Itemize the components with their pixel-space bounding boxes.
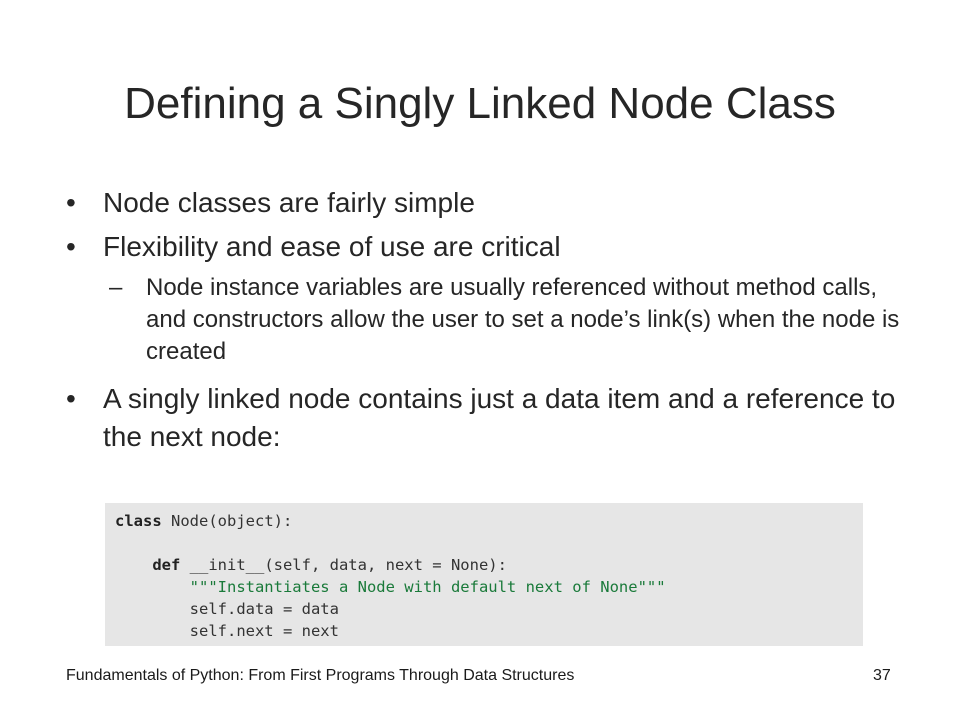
footer-text: Fundamentals of Python: From First Programs Through Data Structures	[66, 667, 575, 684]
code-text: self.data = data	[189, 600, 339, 618]
bullet-list	[66, 184, 916, 462]
bullet-dot: •	[66, 383, 76, 414]
page-number: 37	[873, 667, 891, 684]
code-docstring: """Instantiates a Node with default next of None"""	[189, 578, 666, 596]
bullet-dot: •	[66, 231, 76, 262]
bullet-text: A singly linked node contains just a data item and a reference to the next node:	[103, 383, 896, 452]
code-line	[115, 510, 863, 532]
code-text: Node(object):	[161, 512, 293, 530]
sub-bullet-dash: –	[109, 274, 123, 301]
code-text: __init__(self, data, next = None):	[180, 556, 507, 574]
bullet-text: Flexibility and ease of use are critical	[103, 231, 561, 262]
code-line	[115, 620, 863, 642]
sub-bullet-text: Node instance variables are usually referenced without method calls, and constructors allow the user to set a node’s link(s) when the node is created	[146, 274, 900, 365]
bullet-dot: •	[66, 187, 76, 218]
bullet-text: Node classes are fairly simple	[103, 187, 475, 218]
code-keyword: class	[115, 512, 162, 530]
sub-bullet-item	[66, 272, 916, 368]
code-line	[115, 554, 863, 576]
code-keyword: def	[152, 556, 181, 574]
bullet-item	[66, 380, 916, 456]
code-line	[115, 598, 863, 620]
code-line	[115, 576, 863, 598]
bullet-item	[66, 184, 916, 222]
code-block	[105, 503, 863, 646]
bullet-item	[66, 228, 916, 266]
slide-title: Defining a Singly Linked Node Class	[124, 79, 836, 128]
code-text: self.next = next	[189, 622, 339, 640]
code-line-blank	[115, 532, 863, 554]
